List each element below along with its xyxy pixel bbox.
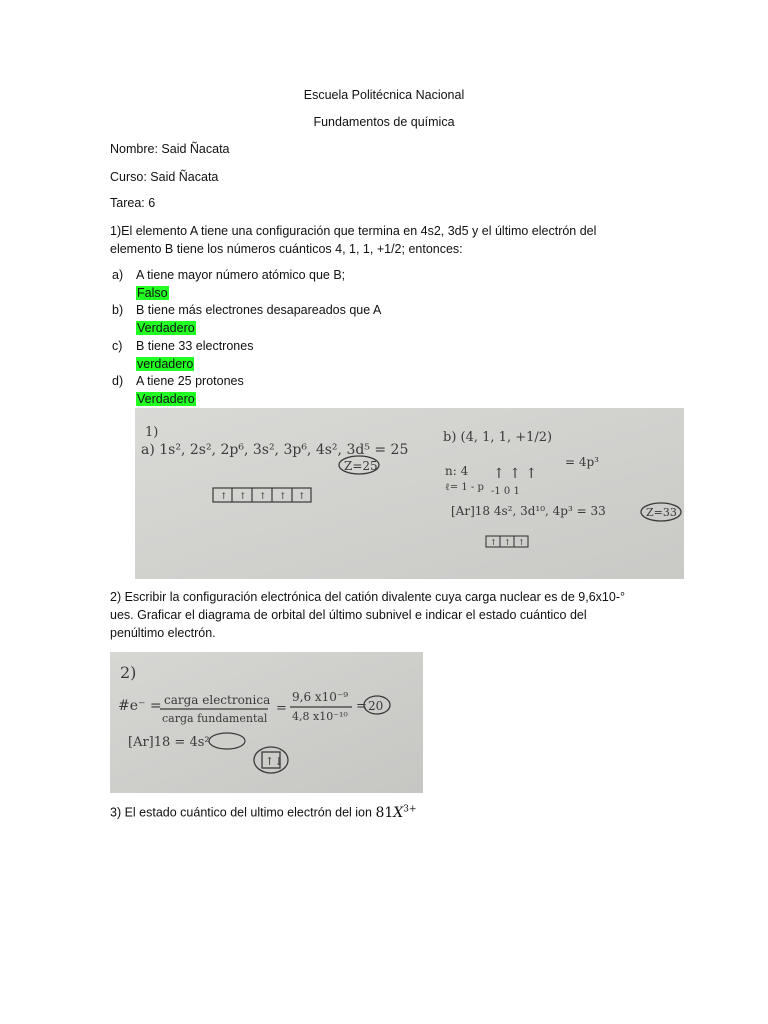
photo2-rhs-result: 20	[368, 699, 384, 713]
svg-text:↑: ↑	[298, 492, 306, 502]
item-label: d)	[112, 374, 124, 388]
ion-mass: 81	[375, 804, 394, 821]
svg-text:↑: ↑	[518, 538, 525, 547]
item-text: A tiene 25 protones	[136, 374, 244, 388]
photo1-a-result: Z=25	[344, 459, 378, 473]
question2-line3: penúltimo electrón.	[110, 626, 216, 640]
photo1-q-label: 1)	[145, 425, 159, 440]
question1-line2: elemento B tiene los números cuánticos 4, 1, 1, +1/2; entonces:	[110, 242, 463, 256]
svg-text:↑: ↑	[259, 492, 267, 502]
photo2-frac-top: carga electronica	[164, 693, 271, 707]
task-number: Tarea: 6	[110, 196, 156, 210]
photo2-rhs-top: 9,6 x10⁻⁹	[292, 690, 349, 704]
item-text: B tiene más electrones desapareados que A	[136, 303, 382, 317]
photo1-a-line: a) 1s², 2s², 2p⁶, 3s², 3p⁶, 4s², 3d⁵ = 25	[141, 442, 409, 458]
orbital-boxes-b	[486, 536, 528, 547]
school-title: Escuela Politécnica Nacional	[303, 88, 465, 102]
student-name: Nombre: Said Ñacata	[110, 142, 230, 156]
svg-text:↑: ↑	[220, 492, 228, 502]
svg-text:↑: ↑	[490, 538, 497, 547]
photo2-frac-bottom: carga fundamental	[162, 712, 268, 725]
question3-text: 3) El estado cuántico del ultimo electrón del ion	[110, 805, 372, 820]
photo2-config: [Ar]18 = 4s²	[128, 735, 210, 750]
item-label: c)	[112, 339, 123, 353]
answer-badge: Verdadero	[137, 321, 195, 335]
photo2-rhs-bottom: 4,8 x10⁻¹⁰	[292, 710, 348, 723]
svg-text:↑↓: ↑↓	[265, 755, 284, 768]
svg-text:↑: ↑	[504, 538, 511, 547]
question1-handwritten-photo	[135, 408, 684, 579]
photo1-b-term: = 4p³	[565, 455, 599, 469]
question2-handwritten-photo	[110, 652, 423, 793]
item-label: b)	[112, 303, 124, 317]
question1-line1: 1)El elemento A tiene una configuración que termina en 4s2, 3d5 y el último electrón del	[110, 224, 597, 238]
photo1-b-line1: b) (4, 1, 1, +1/2)	[443, 430, 553, 445]
svg-text:↑ ↑ ↑: ↑ ↑ ↑	[493, 466, 538, 482]
svg-text:=: =	[276, 701, 287, 716]
photo2-lhs: #e⁻ =	[118, 698, 162, 714]
ion-notation	[375, 805, 416, 821]
student-course: Curso: Said Ñacata	[110, 170, 219, 184]
photo1-b-l: ℓ= 1 - p	[445, 482, 484, 493]
course-title: Fundamentos de química	[313, 115, 455, 129]
svg-text:↑: ↑	[239, 492, 247, 502]
svg-text:↑: ↑	[279, 492, 287, 502]
photo1-b-ms: -1 0 1	[491, 486, 520, 497]
ion-symbol: X	[393, 804, 404, 821]
item-text: B tiene 33 electrones	[136, 339, 254, 353]
answer-badge: Verdadero	[137, 392, 195, 406]
question3-line	[110, 804, 417, 821]
svg-text:=: =	[356, 699, 367, 714]
answer-badge: verdadero	[137, 357, 194, 371]
photo2-q-label: 2)	[120, 663, 137, 682]
question2-line2: ues. Graficar el diagrama de orbital del último subnivel e indicar el estado cuántico del	[110, 608, 587, 622]
item-text: A tiene mayor número atómico que B;	[136, 268, 346, 282]
question2-line1: 2) Escribir la configuración electrónica del catión divalente cuya carga nuclear es de 9,6x10-°	[110, 590, 626, 604]
photo1-b-n: n: 4	[445, 464, 469, 478]
photo1-b-config: [Ar]18 4s², 3d¹⁰, 4p³ = 33	[451, 504, 606, 518]
ion-charge: 3+	[403, 804, 417, 814]
item-label: a)	[112, 268, 124, 282]
answer-badge: Falso	[137, 286, 168, 300]
photo1-b-result: Z=33	[646, 506, 677, 519]
